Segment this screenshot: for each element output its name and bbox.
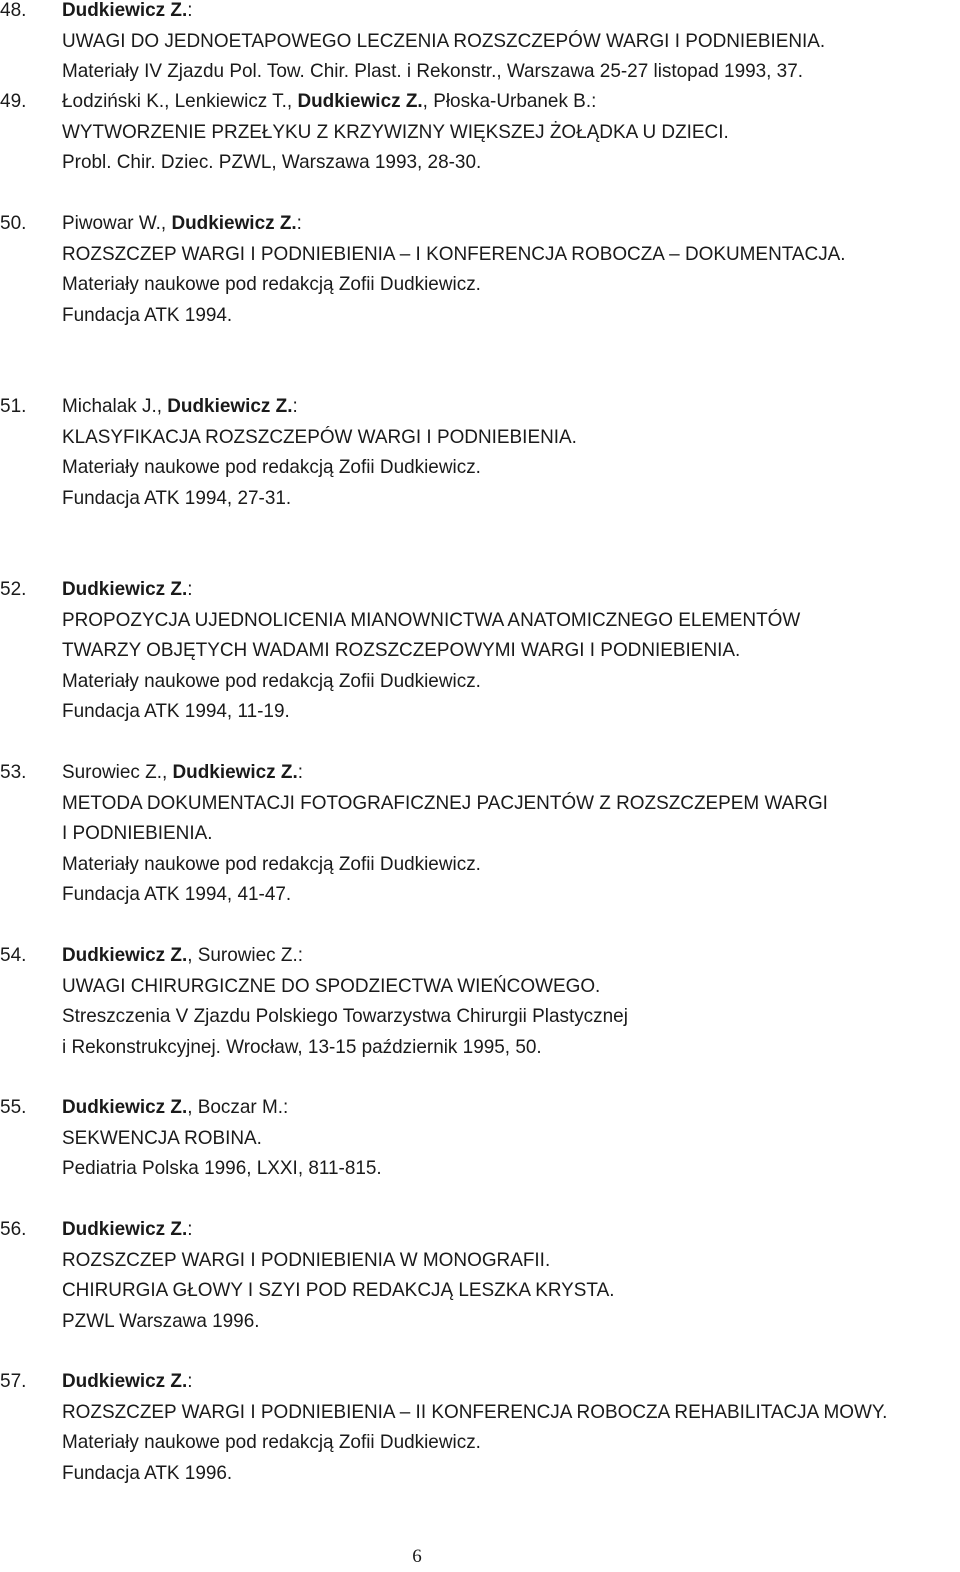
entry-line: Materiały naukowe pod redakcją Zofii Dudkiewicz.	[62, 457, 481, 478]
entry-body	[62, 1215, 960, 1337]
entry-body	[62, 1093, 960, 1185]
entry-line: KLASYFIKACJA ROZSZCZEPÓW WARGI I PODNIEBIENIA.	[62, 426, 577, 448]
entry-body	[62, 0, 960, 88]
entry-line: TWARZY OBJĘTYCH WADAMI ROZSZCZEPOWYMI WARGI I PODNIEBIENIA.	[62, 640, 741, 661]
entry-line: ROZSZCZEP WARGI I PODNIEBIENIA W MONOGRAFII.	[62, 1249, 551, 1271]
entry-number: 54.	[0, 945, 27, 966]
entry-authors	[62, 1367, 960, 1398]
entry-number: 56.	[0, 1219, 27, 1240]
author-highlighted: Dudkiewicz Z.	[62, 1371, 188, 1392]
author-highlighted: Dudkiewicz Z.	[62, 945, 188, 966]
entry-body	[62, 392, 960, 514]
author-text: , Boczar M.:	[187, 1097, 289, 1118]
entry-body	[62, 87, 960, 179]
entry-line: Fundacja ATK 1996.	[62, 1462, 233, 1484]
entry-line: Fundacja ATK 1994, 27-31.	[62, 487, 292, 509]
author-text: :	[297, 762, 303, 783]
entry-line: SEKWENCJA ROBINA.	[62, 1127, 262, 1149]
author-text: :	[187, 0, 193, 21]
entry-authors	[62, 209, 960, 240]
entry-line: ROZSZCZEP WARGI I PODNIEBIENIA – I KONFERENCJA ROBOCZA – DOKUMENTACJA.	[62, 243, 846, 265]
author-text: Michalak J.,	[62, 396, 168, 417]
entry-body	[62, 209, 960, 331]
author-text: :	[187, 579, 193, 600]
entry-authors	[62, 575, 960, 606]
author-highlighted: Dudkiewicz Z.	[62, 1219, 188, 1240]
entry-line: Streszczenia V Zjazdu Polskiego Towarzystwa Chirurgii Plastycznej	[62, 1006, 628, 1027]
entry-body	[62, 758, 960, 911]
entry-authors	[62, 758, 960, 789]
entry-body	[62, 1367, 960, 1489]
author-text: Łodziński K., Lenkiewicz T.,	[62, 91, 298, 112]
author-highlighted: Dudkiewicz Z.	[62, 579, 188, 600]
entry-number: 52.	[0, 579, 27, 600]
author-text: , Płoska-Urbanek B.:	[422, 91, 597, 112]
entry-line: Fundacja ATK 1994.	[62, 304, 233, 326]
author-highlighted: Dudkiewicz Z.	[167, 396, 293, 417]
page-number: 6	[412, 1546, 422, 1567]
author-text: :	[296, 213, 302, 234]
author-text: :	[187, 1371, 193, 1392]
entry-line: PROPOZYCJA UJEDNOLICENIA MIANOWNICTWA ANATOMICZNEGO ELEMENTÓW	[62, 609, 801, 631]
entry-number: 57.	[0, 1371, 27, 1392]
entry-line: Fundacja ATK 1994, 11-19.	[62, 701, 290, 722]
entry-authors	[62, 941, 960, 972]
entry-authors	[62, 1093, 960, 1124]
entry-authors	[62, 1215, 960, 1246]
entry-line: Pediatria Polska 1996, LXXI, 811-815.	[62, 1158, 382, 1179]
entry-number: 49.	[0, 91, 27, 112]
author-text: , Surowiec Z.:	[187, 945, 303, 966]
author-text: :	[292, 396, 298, 417]
entry-line: CHIRURGIA GŁOWY I SZYI POD REDAKCJĄ LESZKA KRYSTA.	[62, 1280, 615, 1301]
entry-number: 48.	[0, 0, 27, 21]
entry-line: Materiały IV Zjazdu Pol. Tow. Chir. Plast. i Rekonstr., Warszawa 25-27 listopad 1993, 37.	[62, 61, 804, 82]
author-highlighted: Dudkiewicz Z.	[171, 213, 297, 234]
author-highlighted: Dudkiewicz Z.	[62, 1097, 188, 1118]
entry-line: Materiały naukowe pod redakcją Zofii Dudkiewicz.	[62, 1432, 481, 1453]
author-highlighted: Dudkiewicz Z.	[62, 0, 188, 21]
entry-line: METODA DOKUMENTACJI FOTOGRAFICZNEJ PACJENTÓW Z ROZSZCZEPEM WARGI	[62, 792, 828, 814]
entry-line: Fundacja ATK 1994, 41-47.	[62, 884, 292, 905]
entry-number: 55.	[0, 1097, 27, 1118]
entry-authors	[62, 392, 960, 423]
author-highlighted: Dudkiewicz Z.	[297, 91, 423, 112]
entry-authors	[62, 0, 960, 27]
entry-line: i Rekonstrukcyjnej. Wrocław, 13-15 październik 1995, 50.	[62, 1036, 542, 1058]
entry-body	[62, 575, 960, 728]
entry-line: Materiały naukowe pod redakcją Zofii Dudkiewicz.	[62, 670, 481, 692]
entry-line: UWAGI CHIRURGICZNE DO SPODZIECTWA WIEŃCOWEGO.	[62, 975, 601, 997]
entry-line: UWAGI DO JEDNOETAPOWEGO LECZENIA ROZSZCZEPÓW WARGI I PODNIEBIENIA.	[62, 30, 826, 52]
author-text: Surowiec Z.,	[62, 762, 173, 783]
author-highlighted: Dudkiewicz Z.	[172, 762, 298, 783]
entry-number: 51.	[0, 396, 27, 417]
author-text: Piwowar W.,	[62, 213, 172, 234]
entry-line: Materiały naukowe pod redakcją Zofii Dudkiewicz.	[62, 853, 481, 875]
entry-line: I PODNIEBIENIA.	[62, 823, 213, 844]
entry-line: WYTWORZENIE PRZEŁYKU Z KRZYWIZNY WIĘKSZEJ ŻOŁĄDKA U DZIECI.	[62, 121, 729, 143]
entry-number: 50.	[0, 213, 27, 234]
author-text: :	[187, 1219, 193, 1240]
entry-line: Materiały naukowe pod redakcją Zofii Dudkiewicz.	[62, 274, 481, 295]
entry-line: ROZSZCZEP WARGI I PODNIEBIENIA – II KONFERENCJA ROBOCZA REHABILITACJA MOWY.	[62, 1401, 888, 1423]
entry-authors	[62, 87, 960, 118]
entry-number: 53.	[0, 762, 27, 783]
entry-line: Probl. Chir. Dziec. PZWL, Warszawa 1993, 28-30.	[62, 152, 482, 173]
entry-line: PZWL Warszawa 1996.	[62, 1310, 260, 1332]
entry-body	[62, 941, 960, 1063]
